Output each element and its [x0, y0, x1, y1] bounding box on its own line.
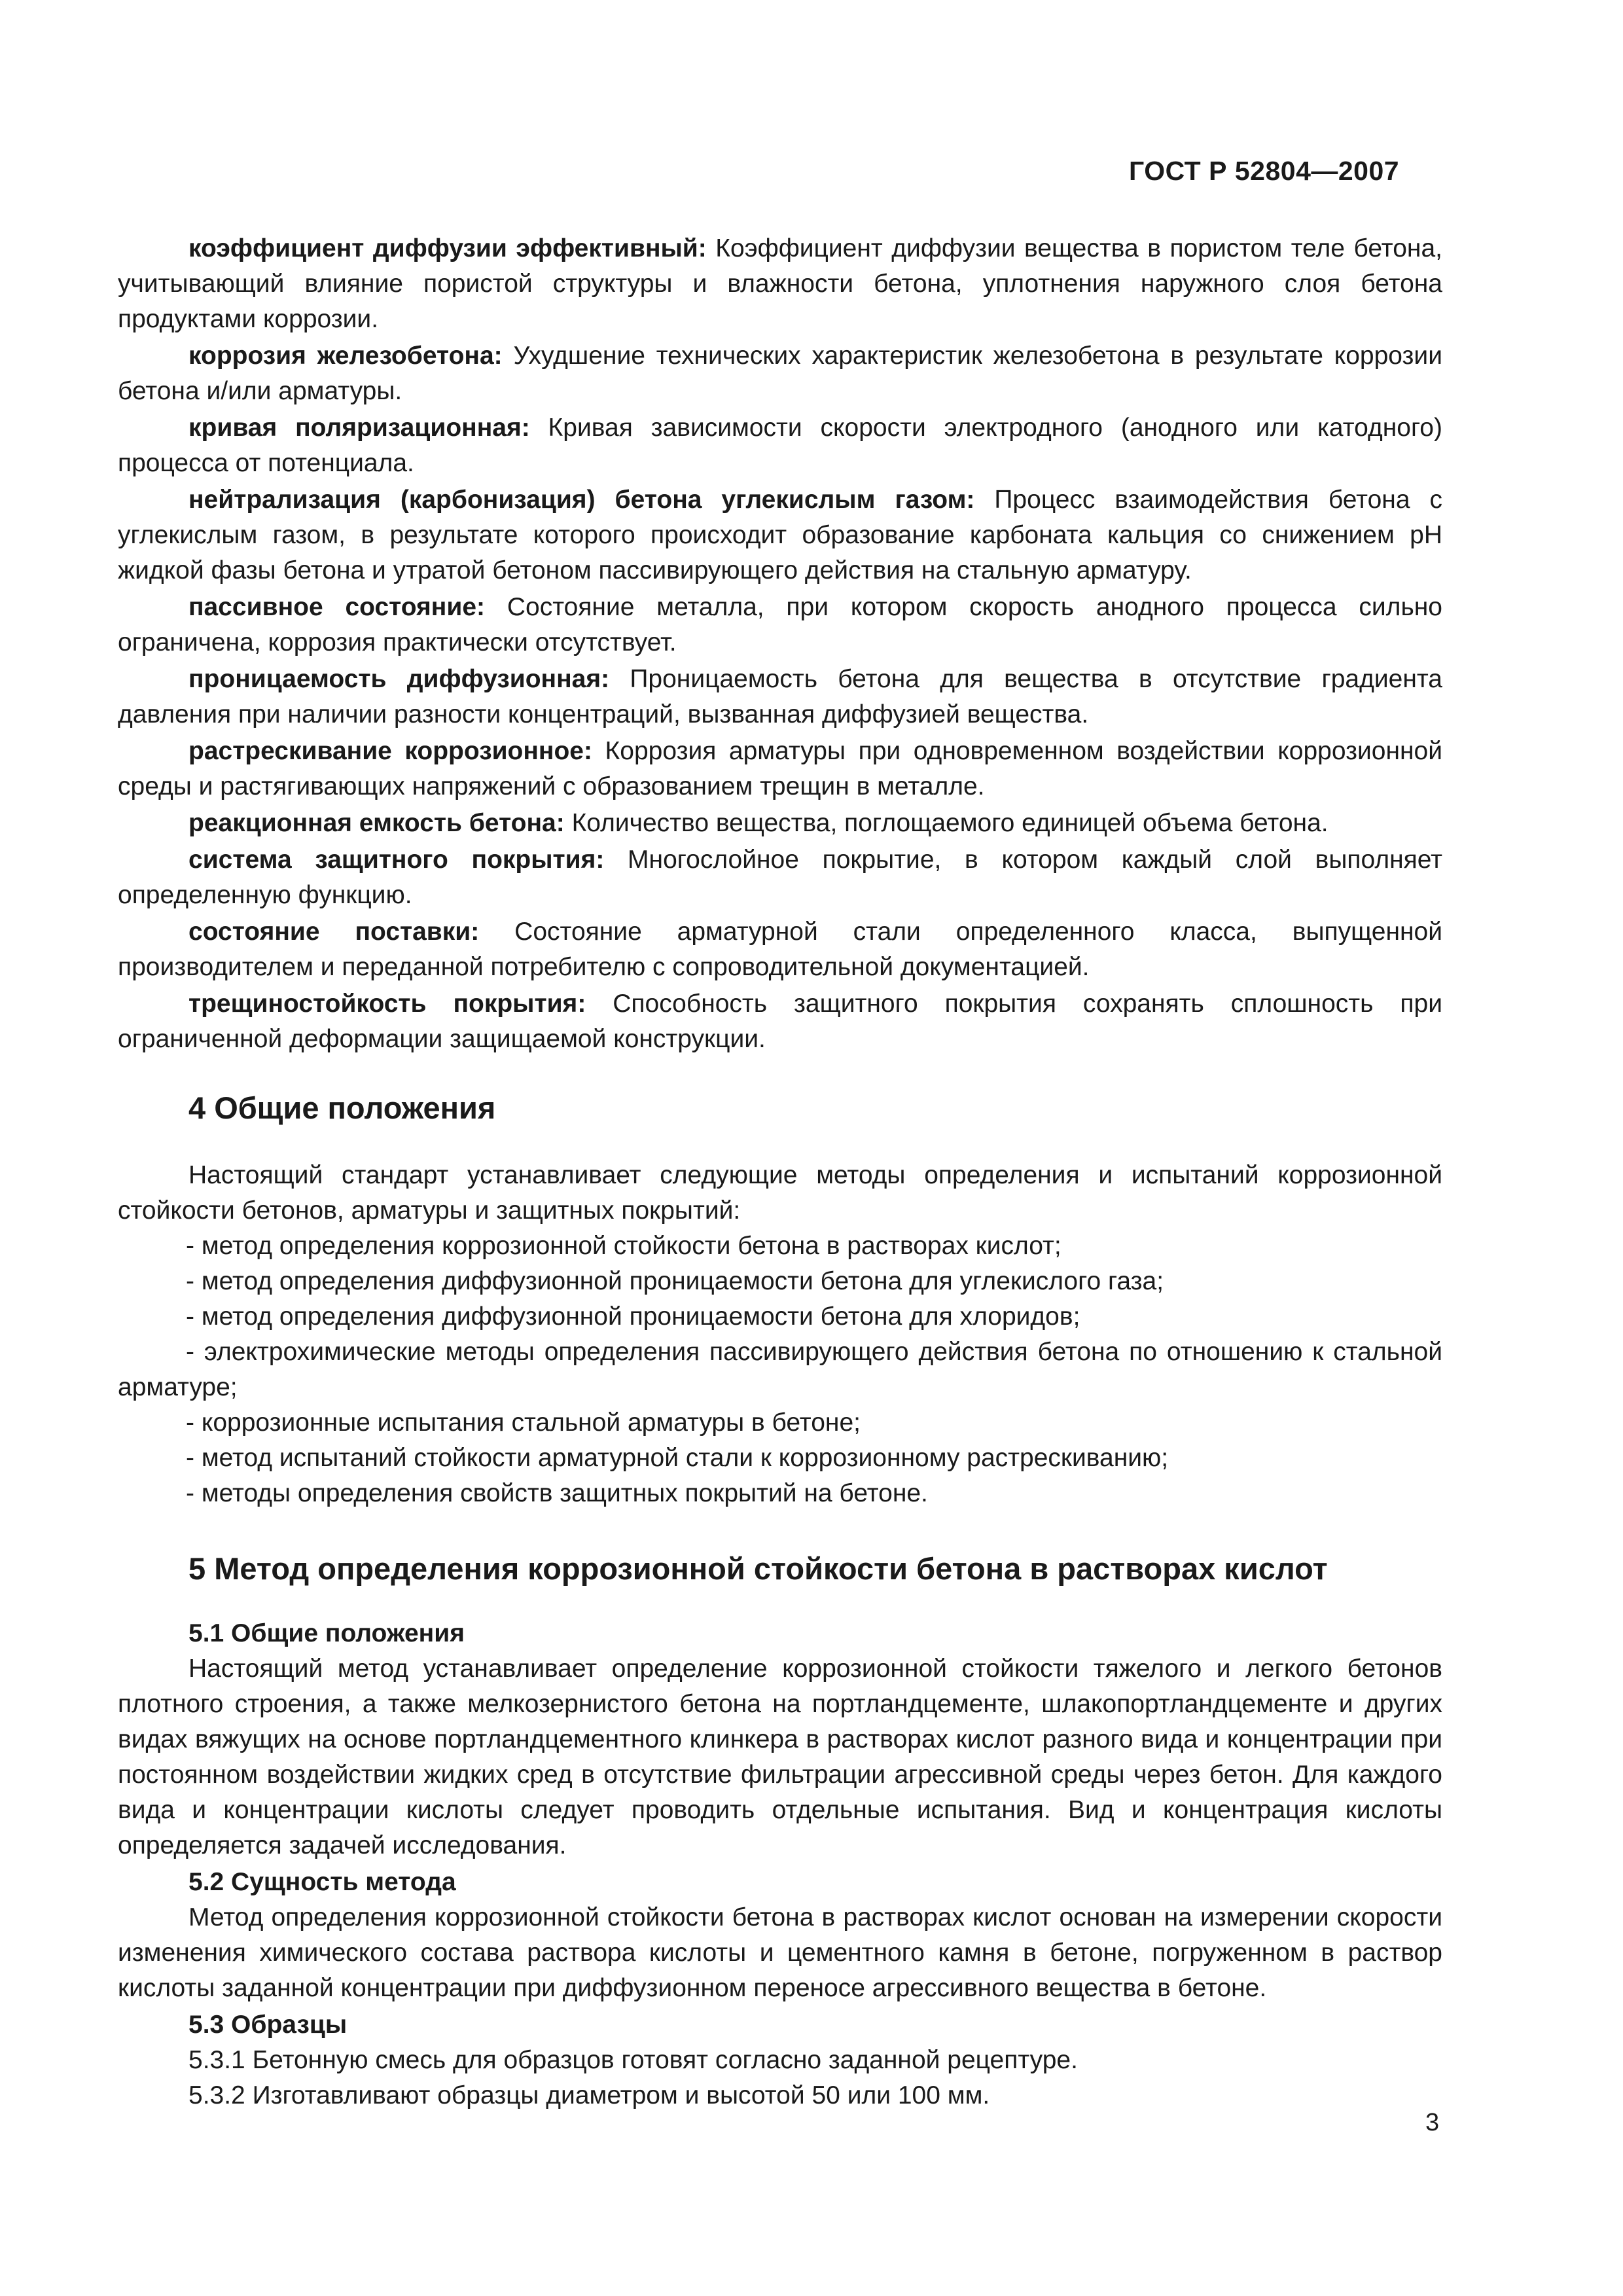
term-entry [118, 986, 1442, 1057]
list-item: - методы определения свойств защитных покрытий на бетоне. [186, 1479, 928, 1507]
section-4-intro: Настоящий стандарт устанавливает следующие методы определения и испытаний коррозионной стойкости бетонов, арматуры и защитных покрытий: [118, 1161, 1442, 1225]
section-5-heading: 5 Метод определения коррозионной стойкости бетона в растворах кислот [188, 1551, 1328, 1586]
term-definition: Процесс взаимодействия бетона с углекислым газом, в результате которого происходит образование карбоната кальция со снижением pH жидкой фазы бетона и утратой бетоном пассивирующего действия на стальную арматуру. [118, 486, 1442, 584]
term-name: нейтрализация (карбонизация) бетона углекислым газом: [188, 486, 975, 514]
clause-5-3-1: 5.3.1 Бетонную смесь для образцов готовят согласно заданной рецептуре. [188, 2046, 1078, 2074]
term-name: коррозия железобетона: [188, 342, 503, 370]
subsection-5-2-heading: 5.2 Сущность метода [188, 1868, 456, 1896]
term-name: кривая поляризационная: [188, 414, 530, 442]
term-definition: Проницаемость бетона для вещества в отсутствие градиента давления при наличии разности концентраций, вызванная диффузией вещества. [118, 665, 1442, 728]
term-definition: Кривая зависимости скорости электродного (анодного или катодного) процесса от потенциала. [118, 414, 1442, 477]
page-number: 3 [1425, 2109, 1440, 2136]
term-definition: Состояние арматурной стали определенного класса, выпущенной производителем и переданной потребителю с сопроводительной документацией. [118, 918, 1442, 981]
term-definition: Коэффициент диффузии вещества в пористом теле бетона, учитывающий влияние пористой структуры и влажности бетона, уплотнения наружного слоя бетона продуктами коррозии. [118, 234, 1442, 333]
list-item: - электрохимические методы определения пассивирующего действия бетона по отношению к стальной арматуре; [118, 1338, 1442, 1401]
term-entry [118, 410, 1442, 481]
term-definition: Ухудшение технических характеристик железобетона в результате коррозии бетона и/или арматуры. [118, 342, 1442, 405]
term-entry [118, 734, 1442, 804]
list-item: - метод испытаний стойкости арматурной стали к коррозионному растрескиванию; [186, 1444, 1169, 1472]
term-entry [118, 662, 1442, 732]
term-definition: Многослойное покрытие, в котором каждый слой выполняет определенную функцию. [118, 846, 1442, 909]
subsection-5-1-text: Настоящий метод устанавливает определение коррозионной стойкости тяжелого и легкого бетонов плотного строения, а также мелкозернистого бетона на портландцементе, шлакопортландцементе и других видах вяжущих на основе портландцементного клинкера в растворах кислот разного вида и концентрации при постоянном воздействии жидких сред в отсутствие фильтрации агрессивной среды через бетон. Для каждого вида и концентрации кислоты следует проводить отдельные испытания. Вид и концентрация кислоты определяется задачей исследования. [118, 1655, 1442, 1859]
term-definition: Состояние металла, при котором скорость анодного процесса сильно ограничена, коррозия практически отсутствует. [118, 593, 1442, 656]
section-4-heading: 4 Общие положения [188, 1090, 496, 1125]
clause-5-3-2: 5.3.2 Изготавливают образцы диаметром и высотой 50 или 100 мм. [188, 2081, 990, 2109]
list-item: - метод определения коррозионной стойкости бетона в растворах кислот; [186, 1232, 1061, 1260]
term-entry [118, 338, 1442, 409]
term-name: трещиностойкость покрытия: [188, 990, 586, 1018]
term-definition: Количество вещества, поглощаемого единицей объема бетона. [564, 809, 1329, 837]
document-header: ГОСТ Р 52804—2007 [1129, 156, 1400, 186]
term-name: растрескивание коррозионное: [188, 737, 592, 765]
term-name: пассивное состояние: [188, 593, 486, 621]
term-name: состояние поставки: [188, 918, 480, 946]
term-entry [118, 914, 1442, 985]
subsection-5-3-heading: 5.3 Образцы [188, 2011, 348, 2039]
term-entry [118, 231, 1442, 337]
page-body [118, 151, 1442, 2113]
term-entry [118, 842, 1442, 913]
term-entry [118, 482, 1442, 588]
term-entry [118, 590, 1442, 660]
subsection-5-2-text: Метод определения коррозионной стойкости бетона в растворах кислот основан на измерении скорости изменения химического состава раствора кислоты и цементного камня в бетоне, погруженном в раствор кислоты заданной концентрации при диффузионном переносе агрессивного вещества в бетоне. [118, 1903, 1442, 2002]
list-item: - коррозионные испытания стальной арматуры в бетоне; [186, 1408, 861, 1437]
methods-list [118, 1229, 1442, 1511]
term-name: коэффициент диффузии эффективный: [188, 234, 707, 262]
terms-list [118, 231, 1442, 1057]
list-item: - метод определения диффузионной проницаемости бетона для углекислого газа; [186, 1267, 1164, 1295]
term-name: проницаемость диффузионная: [188, 665, 610, 693]
term-entry [118, 806, 1442, 841]
term-name: система защитного покрытия: [188, 846, 605, 874]
subsection-5-1-heading: 5.1 Общие положения [188, 1619, 465, 1647]
term-definition: Способность защитного покрытия сохранять сплошность при ограниченной деформации защищаемой конструкции. [118, 990, 1442, 1053]
term-definition: Коррозия арматуры при одновременном воздействии коррозионной среды и растягивающих напряжений с образованием трещин в металле. [118, 737, 1442, 800]
term-name: реакционная емкость бетона: [188, 809, 565, 837]
list-item: - метод определения диффузионной проницаемости бетона для хлоридов; [186, 1302, 1080, 1331]
